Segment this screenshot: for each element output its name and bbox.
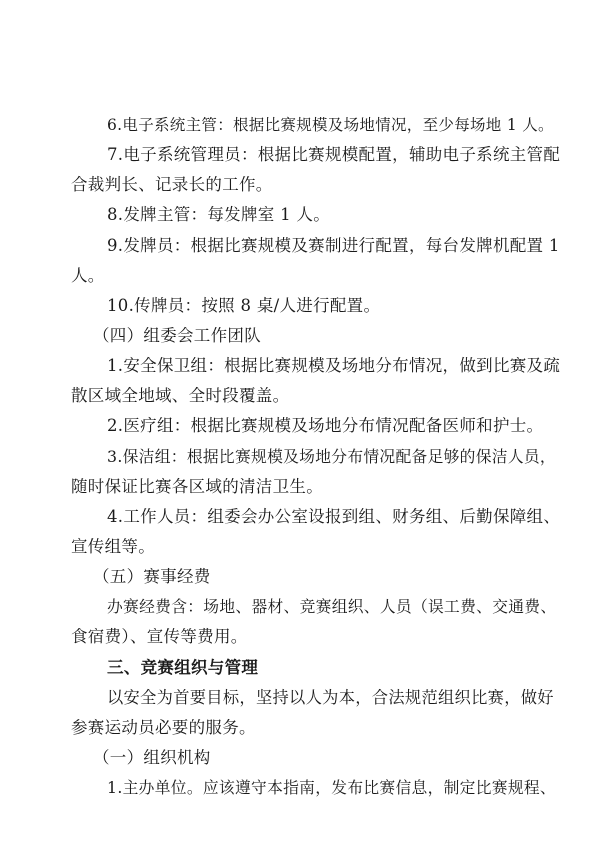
item-staff: 4.工作人员：组委会办公室设报到组、财务组、后勤保障组、 xyxy=(107,506,561,526)
paragraph-funding: 办赛经费含：场地、器材、竞赛组织、人员（误工费、交通费、 xyxy=(107,597,557,617)
chapter-heading-competition-management: 三、竞赛组织与管理 xyxy=(107,657,259,677)
item-host-unit: 1.主办单位。应该遵守本指南，发布比赛信息，制定比赛规程、 xyxy=(107,778,556,797)
item-security-group: 1.安全保卫组：根据比赛规模及场地分布情况，做到比赛及疏 xyxy=(107,356,561,376)
paragraph-safety-goal-cont: 参赛运动员必要的服务。 xyxy=(71,717,256,737)
item-electronic-system-admin-cont: 合裁判长、记录长的工作。 xyxy=(71,175,273,195)
section-heading-organizing-team: （四）组委会工作团队 xyxy=(93,326,261,345)
item-dealer-cont: 人。 xyxy=(71,265,105,285)
paragraph-safety-goal: 以安全为首要目标，坚持以人为本，合法规范组织比赛，做好 xyxy=(107,687,554,707)
item-dealing-supervisor: 8.发牌主管：每发牌室 1 人。 xyxy=(107,205,331,225)
item-medical-group: 2.医疗组：根据比赛规模及场地分布情况配备医师和护士。 xyxy=(107,416,544,436)
section-heading-funding: （五）赛事经费 xyxy=(93,567,211,586)
item-staff-cont: 宣传组等。 xyxy=(71,536,155,556)
item-cleaning-group: 3.保洁组：根据比赛规模及场地分布情况配备足够的保洁人员， xyxy=(107,446,556,466)
item-dealer: 9.发牌员：根据比赛规模及赛制进行配置，每台发牌机配置 1 xyxy=(107,235,560,255)
item-security-group-cont: 散区域全地域、全时段覆盖。 xyxy=(71,386,290,406)
item-card-runner: 10.传牌员：按照 8 桌/人进行配置。 xyxy=(107,295,381,315)
paragraph-funding-cont: 食宿费）、宣传等费用。 xyxy=(71,627,248,647)
item-electronic-system-supervisor: 6.电子系统主管：根据比赛规模及场地情况，至少每场地 1 人。 xyxy=(107,116,554,134)
section-heading-organization: （一）组织机构 xyxy=(93,747,211,767)
item-electronic-system-admin: 7.电子系统管理员：根据比赛规模配置，辅助电子系统主管配 xyxy=(107,145,561,165)
item-cleaning-group-cont: 随时保证比赛各区域的清洁卫生。 xyxy=(71,476,323,496)
